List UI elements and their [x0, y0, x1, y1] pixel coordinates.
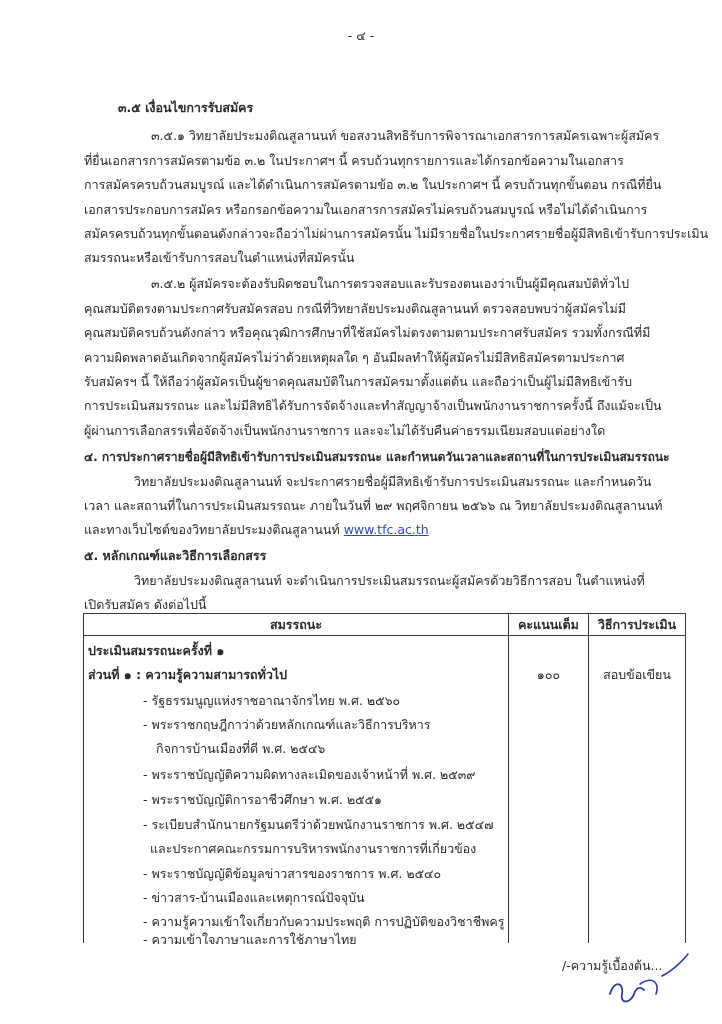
paragraph-line: คุณสมบัติครบถ้วนดังกล่าว หรือคุณวุฒิการศึกษาที่ใช้สมัครไม่ตรงตามตามประกาศรับสมัคร รวมทั้งกรณีที่มี — [84, 325, 651, 340]
section-4-heading: ๔. การประกาศรายชื่อผู้มีสิทธิเข้ารับการประเมินสมรรถนะ และกำหนดวันเวลาและสถานที่ในการประเมินสมรรถนะ — [84, 450, 670, 464]
topic-item: - พระราชบัญญัติการอาชีวศึกษา พ.ศ. ๒๕๕๑ — [143, 792, 382, 807]
paragraph-line: การสมัครครบถ้วนสมบูรณ์ และได้ดำเนินการสมัครตามข้อ ๓.๒ ในประกาศฯ นี้ ครบถ้วนทุกขั้นตอน กรณีที่ยื่น — [84, 177, 662, 192]
topic-item: - ระเบียบสำนักนายกรัฐมนตรีว่าด้วยพนักงานราชการ พ.ศ. ๒๕๔๗ — [143, 817, 494, 832]
website-link[interactable]: www.tfc.ac.th — [343, 522, 429, 537]
part-title: ส่วนที่ ๑ : ความรู้ความสามารถทั่วไป — [88, 667, 288, 682]
table-border — [83, 635, 686, 636]
round-title: ประเมินสมรรถนะครั้งที่ ๑ — [88, 643, 225, 658]
paragraph-line: การประเมินสมรรถนะ และไม่มีสิทธิได้รับการจัดจ้างและทำสัญญาจ้างเป็นพนักงานราชการครั้งนี้ ถึงแม้จะเป็น — [84, 398, 662, 413]
table-border — [83, 613, 686, 614]
topic-item: - รัฐธรรมนูญแห่งราชอาณาจักรไทย พ.ศ. ๒๕๖๐ — [143, 693, 401, 708]
paragraph-line: ผู้ผ่านการเลือกสรรเพื่อจัดจ้างเป็นพนักงานราชการ และจะไม่ได้รับคืนค่าธรรมเนียมสอบแต่อย่างใด — [84, 423, 606, 438]
table-border — [83, 613, 84, 943]
paragraph-line — [84, 522, 429, 538]
paragraph-line: คุณสมบัติตรงตามประกาศรับสมัครสอบ กรณีที่วิทยาลัยประมงติณสูลานนท์ ตรวจสอบพบว่าผู้สมัครไม่มี — [84, 301, 626, 316]
topic-item: - ข่าวสาร-บ้านเมืองและเหตุการณ์ปัจจุบัน — [143, 890, 365, 905]
table-header-method: วิธีการประเมิน — [597, 617, 677, 632]
paragraph-line: สมรรถนะหรือเข้ารับการสอบในตำแหน่งที่สมัครนั้น — [84, 250, 355, 265]
table-border — [588, 613, 589, 943]
paragraph-line: รับสมัครฯ นี้ ให้ถือว่าผู้สมัครเป็นผู้ขาดคุณสมบัติในการสมัครมาตั้งแต่ต้น และถือว่าเป็นผู้ไม่มีสิทธิเข้ารับ — [84, 374, 633, 389]
table-border — [508, 613, 509, 943]
paragraph-line: เอกสารประกอบการสมัคร หรือกรอกข้อความในเอกสารการสมัครไม่ครบถ้วนสมบูรณ์ หรือไม่ได้ดำเนินการ — [84, 202, 648, 217]
topic-item: - พระราชบัญญัติความผิดทางละเมิดของเจ้าหน้าที่ พ.ศ. ๒๕๓๙ — [143, 767, 476, 782]
paragraph-line: สมัครครบถ้วนทุกขั้นตอนดังกล่าวจะถือว่าไม่ผ่านการสมัครนั้น ไม่มีรายชื่อในประกาศรายชื่อผู้มีสิทธิเข้ารับการประเมิน — [84, 226, 709, 241]
continuation-note: /-ความรู้เบื้องต้น... — [562, 958, 663, 973]
assessment-method-value: สอบข้อเขียน — [603, 667, 671, 682]
paragraph-line: วิทยาลัยประมงติณสูลานนท์ จะประกาศรายชื่อผู้มีสิทธิเข้ารับการประเมินสมรรถนะ และกำหนดวัน — [134, 474, 652, 489]
page-number: - ๔ - — [347, 28, 375, 43]
paragraph-line: เวลา และสถานที่ในการประเมินสมรรถนะ ภายในวันที่ ๒๙ พฤศจิกายน ๒๕๖๖ ณ วิทยาลัยประมงติณสูลานนท์ — [84, 498, 663, 513]
paragraph-line: เปิดรับสมัคร ดังต่อไปนี้ — [84, 597, 207, 612]
topic-item: - ความรู้ความเข้าใจเกี่ยวกับความประพฤติ การปฏิบัติของวิชาชีพครู — [143, 914, 505, 929]
website-prefix-text: และทางเว็บไซต์ของวิทยาลัยประมงติณสูลานนท์ — [84, 522, 344, 537]
paragraph-line: ๓.๕.๒ ผู้สมัครจะต้องรับผิดชอบในการตรวจสอบและรับรองตนเองว่าเป็นผู้มีคุณสมบัติทั่วไป — [151, 276, 630, 291]
table-border — [685, 613, 686, 943]
paragraph-line: วิทยาลัยประมงติณสูลานนท์ จะดำเนินการประเมินสมรรถนะผู้สมัครด้วยวิธีการสอบ ในตำแหน่งที่ — [134, 573, 645, 588]
section-5-heading: ๕. หลักเกณฑ์และวิธีการเลือกสรร — [84, 548, 267, 563]
section-3-5-heading: ๓.๕ เงื่อนไขการรับสมัคร — [118, 100, 254, 115]
topic-item: และประกาศคณะกรรมการบริหารพนักงานราชการที่เกี่ยวข้อง — [150, 841, 477, 856]
signature-mark — [600, 950, 700, 1010]
table-header-competency: สมรรถนะ — [269, 617, 323, 632]
paragraph-line: ที่ยื่นเอกสารการสมัครตามข้อ ๓.๒ ในประกาศฯ นี้ ครบถ้วนทุกรายการและได้กรอกข้อความในเอกสาร — [84, 153, 624, 168]
topic-item: - ความเข้าใจภาษาและการใช้ภาษาไทย — [143, 932, 357, 947]
topic-item: - พระราชบัญญัติข้อมูลข่าวสารของราชการ พ.ศ. ๒๕๔๐ — [143, 866, 442, 881]
paragraph-line: ๓.๕.๑ วิทยาลัยประมงติณสูลานนท์ ขอสงวนสิทธิรับการพิจารณาเอกสารการสมัครเฉพาะผู้สมัคร — [151, 128, 660, 143]
paragraph-line: ความผิดพลาดอันเกิดจากผู้สมัครไม่ว่าด้วยเหตุผลใด ๆ อันมีผลทำให้ผู้สมัครไม่มีสิทธิสมัครตามประกาศ — [84, 350, 625, 365]
table-header-score: คะแนนเต็ม — [518, 617, 579, 632]
topic-item: กิจการบ้านเมืองที่ดี พ.ศ. ๒๕๔๖ — [156, 741, 326, 756]
topic-item: - พระราชกฤษฎีกาว่าด้วยหลักเกณฑ์และวิธีการบริหาร — [143, 717, 431, 732]
full-score-value: ๑๐๐ — [536, 667, 561, 682]
